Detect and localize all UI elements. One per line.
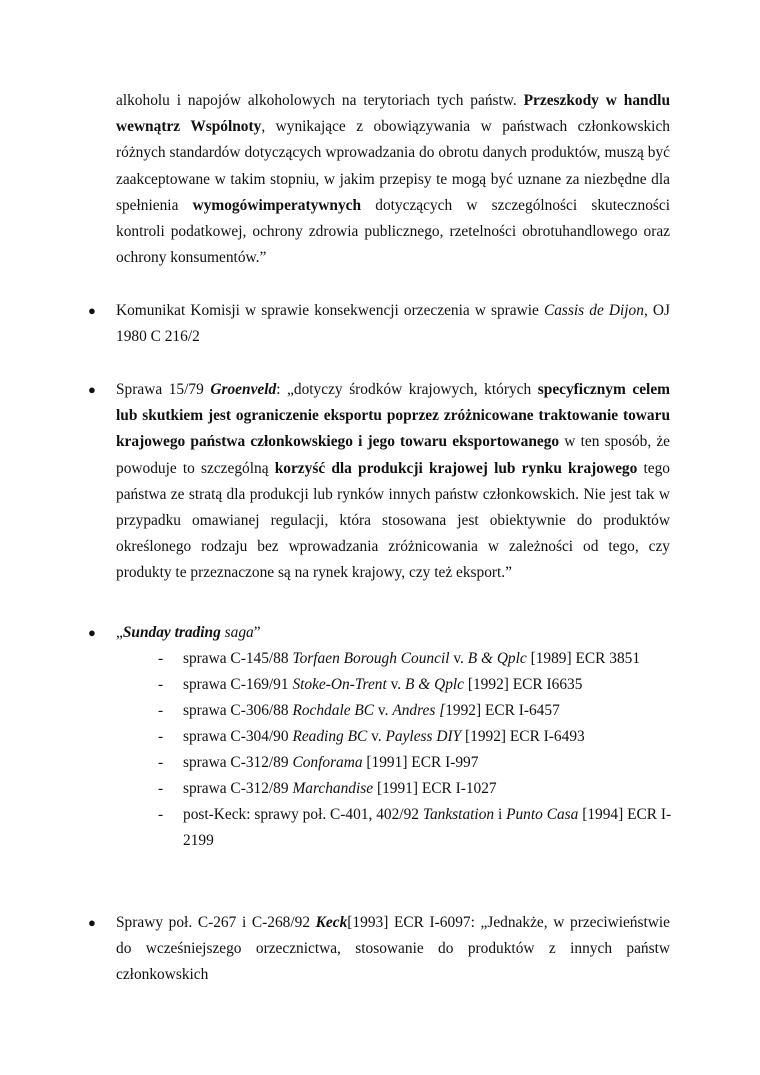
case-text: sprawa C-306/88 xyxy=(183,702,293,719)
italic-run: saga xyxy=(220,624,254,641)
bullet-icon: ● xyxy=(88,915,96,930)
case-list-item xyxy=(158,698,673,724)
case-list xyxy=(158,646,673,854)
case-citation: [1992] ECR I6635 xyxy=(464,676,583,693)
bold-italic-run: Keck xyxy=(315,914,348,931)
case-text: sprawa C-312/89 xyxy=(183,754,293,771)
case-list-item xyxy=(158,776,673,802)
paragraph-cassis-continuation xyxy=(116,88,670,271)
paragraph-sunday-trading xyxy=(116,620,670,646)
case-text: sprawa C-312/89 xyxy=(183,780,293,797)
case-party-name: Tankstation xyxy=(422,806,495,823)
bold-run: korzyść dla produkcji krajowej lub rynku krajowego xyxy=(274,459,638,477)
case-citation: 1992] ECR I-6457 xyxy=(445,702,560,719)
dash-marker: - xyxy=(158,728,164,745)
case-party-name: B & Qplc xyxy=(467,650,527,667)
case-text: sprawa C-145/88 xyxy=(183,650,293,667)
paragraph-commission-communication xyxy=(116,298,670,350)
case-citation: [1989] ECR 3851 xyxy=(526,650,641,667)
case-text: sprawa C-304/90 xyxy=(183,728,293,745)
dash-marker: - xyxy=(158,780,164,797)
bold-run: Przeszkody w handlu wewnątrz Wspólnoty xyxy=(116,92,671,136)
case-party-name: Reading BC xyxy=(292,728,368,745)
case-text: v. xyxy=(367,728,386,745)
case-citation: [1991] ECR I-997 xyxy=(362,754,479,771)
case-text: v. xyxy=(374,702,393,719)
case-party-name: Andres [ xyxy=(392,702,446,719)
bold-run: specyficznym celem lub skutkiem jest ograniczenie eksportu poprzez zróżnicowane traktowanie towaru krajowego państwa członkowskiego i jego towaru eksportowanego xyxy=(116,381,670,451)
text-run: dotyczących w szczególności skuteczności kontroli podatkowej, ochrony zdrowia publicznego, rzetelności obrotuhandlowego oraz ochrony konsumentów.” xyxy=(116,196,670,267)
paragraph-groenveld xyxy=(116,377,670,587)
dash-marker: - xyxy=(158,650,164,667)
text-run: tego państwa ze stratą dla produkcji lub rynków innych państw członkowskich. Nie jest tak w przypadku omawianej regulacji, która stosowana jest obiektywnie do produktów określonego rodzaju bez wprowadzania zróżnicowania w zależności od tego, czy produkty te przeznaczone są na rynek krajowy, czy też eksport.” xyxy=(116,459,670,582)
bold-run: wymogówimperatywnych xyxy=(192,196,362,214)
italic-run: Cassis de Dijon xyxy=(543,302,644,319)
case-party-name: Stoke-On-Trent xyxy=(292,676,387,693)
case-text: v. xyxy=(386,676,406,693)
dash-marker: - xyxy=(158,702,164,719)
case-list-item xyxy=(158,750,673,776)
case-citation: [1992] ECR I-6493 xyxy=(461,728,585,745)
case-party-name: Payless DIY xyxy=(385,728,462,745)
dash-marker: - xyxy=(158,754,164,771)
case-citation: [1994] ECR I-2199 xyxy=(183,806,672,849)
case-party-name: Torfaen Borough Council xyxy=(292,650,450,667)
case-text: sprawa C-169/91 xyxy=(183,676,293,693)
case-text: post-Keck: sprawy poł. C-401, 402/92 xyxy=(183,806,423,823)
case-party-name: Marchandise xyxy=(292,780,374,797)
bold-italic-run: Sunday trading xyxy=(122,624,221,641)
text-run: [1993] ECR I-6097: „Jednakże, w przeciwieństwie do wcześniejszego orzecznictwa, stosowanie do produktów z innych państw członkowskich xyxy=(116,914,670,984)
text-run: , OJ 1980 C 216/2 xyxy=(116,302,670,346)
case-party-name: Conforama xyxy=(292,754,363,771)
text-run: Sprawa 15/79 xyxy=(116,381,211,398)
bold-italic-run: Groenveld xyxy=(210,381,277,398)
text-run: ” xyxy=(253,624,261,641)
text-run: : „dotyczy środków krajowych, których xyxy=(276,381,538,398)
text-run: w ten sposób, że powoduje to szczególną xyxy=(116,433,671,477)
case-list-item xyxy=(158,672,673,698)
text-run: Komunikat Komisji w sprawie konsekwencji orzeczenia w sprawie xyxy=(116,302,544,319)
case-text: v. xyxy=(449,650,468,667)
case-party-name: Rochdale BC xyxy=(292,702,375,719)
dash-marker: - xyxy=(158,806,164,823)
case-citation: [1991] ECR I-1027 xyxy=(373,780,497,797)
case-party-name: Punto Casa xyxy=(506,806,579,823)
case-text: i xyxy=(494,806,507,823)
case-list-item xyxy=(158,646,673,672)
text-run: „ xyxy=(116,624,123,641)
text-run: , wynikające z obowiązywania w państwach członkowskich różnych standardów dotyczących wprowadzania do obrotu danych produktów, muszą być zaakceptowane w takim stopniu, w jakim przepisy te mogą być uznane za niezbędne dla spełnienia xyxy=(116,118,670,214)
text-run: alkoholu i napojów alkoholowych na terytoriach tych państw. xyxy=(116,92,524,109)
case-party-name: B & Qplc xyxy=(405,676,465,693)
bullet-icon: ● xyxy=(88,303,96,318)
case-list-item xyxy=(158,724,673,750)
dash-marker: - xyxy=(158,676,164,693)
text-run: Sprawy poł. C-267 i C-268/92 xyxy=(116,914,316,931)
bullet-icon: ● xyxy=(88,382,96,397)
bullet-icon: ● xyxy=(88,625,96,640)
case-list-item xyxy=(158,802,673,854)
paragraph-keck xyxy=(116,910,670,989)
